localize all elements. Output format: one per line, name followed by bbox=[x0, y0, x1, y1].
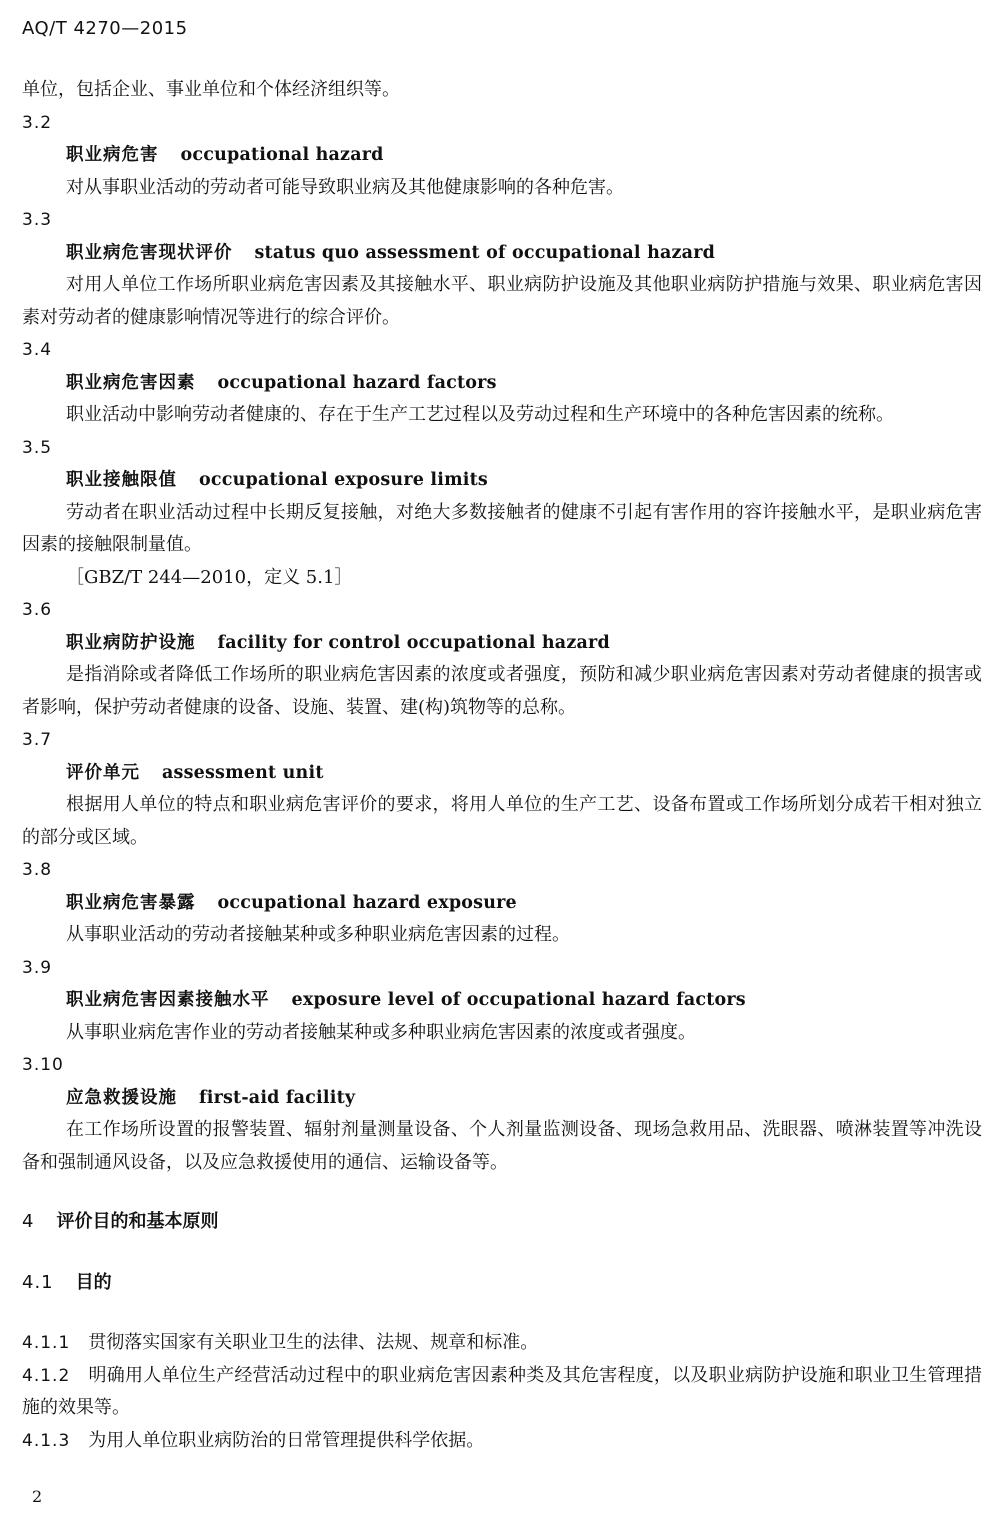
term-entry bbox=[22, 952, 982, 1050]
term-entry bbox=[22, 1049, 982, 1179]
section-title: 评价目的和基本原则 bbox=[56, 1211, 219, 1232]
term-entry bbox=[22, 432, 982, 595]
term-definition: 从事职业活动的劳动者接触某种或多种职业病危害因素的过程。 bbox=[66, 924, 570, 945]
term-heading bbox=[22, 139, 982, 172]
term-number: 3.3 bbox=[22, 210, 53, 230]
term-heading bbox=[22, 367, 982, 400]
page-content bbox=[22, 74, 982, 1457]
term-english: status quo assessment of occupational hazard bbox=[254, 242, 716, 263]
section-heading bbox=[22, 1206, 982, 1239]
term-number: 3.8 bbox=[22, 860, 53, 880]
spacer bbox=[22, 1299, 982, 1327]
clause-text: 为用人单位职业病防治的日常管理提供科学依据。 bbox=[88, 1429, 485, 1451]
term-number: 3.10 bbox=[22, 1055, 64, 1075]
spacer bbox=[22, 1239, 982, 1267]
term-english: assessment unit bbox=[162, 762, 324, 783]
term-english: occupational hazard factors bbox=[217, 372, 497, 393]
term-heading bbox=[22, 757, 982, 790]
term-definition: 是指消除或者降低工作场所的职业病危害因素的浓度或者强度，预防和减少职业病危害因素对劳动者健康的损害或者影响，保护劳动者健康的设备、设施、装置、建(构)筑物等的总称。 bbox=[22, 664, 982, 718]
term-number: 3.7 bbox=[22, 730, 53, 750]
term-entry bbox=[22, 107, 982, 205]
term-entry bbox=[22, 854, 982, 952]
term-definition: 劳动者在职业活动过程中长期反复接触，对绝大多数接触者的健康不引起有害作用的容许接触水平，是职业病危害因素的接触限制量值。 bbox=[22, 501, 982, 555]
term-heading bbox=[22, 1082, 982, 1115]
term-chinese: 职业病危害因素 bbox=[66, 372, 196, 393]
subsection-number: 4.1 bbox=[22, 1271, 54, 1293]
clause bbox=[22, 1425, 982, 1458]
continuation-text: 单位，包括企业、事业单位和个体经济组织等。 bbox=[22, 79, 400, 100]
subsection-heading bbox=[22, 1267, 982, 1300]
clause bbox=[22, 1327, 982, 1360]
term-number: 3.6 bbox=[22, 600, 53, 620]
term-entry bbox=[22, 594, 982, 724]
term-definition: 对用人单位工作场所职业病危害因素及其接触水平、职业病防护设施及其他职业病防护措施与效果、职业病危害因素对劳动者的健康影响情况等进行的综合评价。 bbox=[22, 274, 982, 328]
term-definition: 从事职业病危害作业的劳动者接触某种或多种职业病危害因素的浓度或者强度。 bbox=[66, 1021, 696, 1043]
term-chinese: 职业病危害因素接触水平 bbox=[66, 990, 270, 1010]
term-english: facility for control occupational hazard bbox=[217, 632, 610, 653]
term-chinese: 职业病危害 bbox=[66, 145, 159, 165]
term-number: 3.2 bbox=[22, 112, 53, 133]
term-heading bbox=[22, 237, 982, 270]
page-number: 2 bbox=[32, 1487, 43, 1506]
term-number: 3.5 bbox=[22, 437, 53, 458]
term-english: occupational hazard exposure bbox=[217, 892, 517, 913]
clause-number: 4.1.3 bbox=[22, 1430, 71, 1451]
clause bbox=[22, 1360, 982, 1425]
term-english: exposure level of occupational hazard factors bbox=[291, 990, 746, 1010]
clause-text: 贯彻落实国家有关职业卫生的法律、法规、规章和标准。 bbox=[88, 1332, 539, 1353]
term-number: 3.9 bbox=[22, 957, 53, 978]
term-chinese: 评价单元 bbox=[66, 762, 140, 783]
subsection-title: 目的 bbox=[75, 1271, 112, 1293]
standard-code-header: AQ/T 4270—2015 bbox=[22, 18, 188, 39]
term-english: first-aid facility bbox=[199, 1087, 356, 1108]
term-heading bbox=[22, 464, 982, 497]
term-definition: 在工作场所设置的报警装置、辐射剂量测量设备、个人剂量监测设备、现场急救用品、洗眼器、喷淋装置等冲洗设备和强制通风设备，以及应急救援使用的通信、运输设备等。 bbox=[22, 1119, 982, 1173]
term-heading bbox=[22, 627, 982, 660]
term-heading bbox=[22, 887, 982, 920]
term-definition: 职业活动中影响劳动者健康的、存在于生产工艺过程以及劳动过程和生产环境中的各种危害因素的统称。 bbox=[66, 404, 894, 425]
term-definition: 根据用人单位的特点和职业病危害评价的要求，将用人单位的生产工艺、设备布置或工作场所划分成若干相对独立的部分或区域。 bbox=[22, 794, 982, 848]
spacer bbox=[22, 1179, 982, 1206]
section-number: 4 bbox=[22, 1211, 35, 1232]
term-chinese: 职业病防护设施 bbox=[66, 632, 196, 653]
term-heading bbox=[22, 984, 982, 1017]
term-chinese: 应急救援设施 bbox=[66, 1087, 177, 1108]
term-chinese: 职业接触限值 bbox=[66, 470, 177, 490]
clause-number: 4.1.2 bbox=[22, 1365, 71, 1386]
term-definition: 对从事职业活动的劳动者可能导致职业病及其他健康影响的各种危害。 bbox=[66, 176, 624, 198]
term-chinese: 职业病危害现状评价 bbox=[66, 242, 233, 263]
term-number: 3.4 bbox=[22, 340, 53, 360]
term-entry bbox=[22, 724, 982, 854]
term-english: occupational exposure limits bbox=[199, 470, 488, 490]
clause-text: 明确用人单位生产经营活动过程中的职业病危害因素种类及其危害程度，以及职业病防护设施和职业卫生管理措施的效果等。 bbox=[22, 1364, 982, 1418]
clause-number: 4.1.1 bbox=[22, 1333, 71, 1353]
term-english: occupational hazard bbox=[180, 145, 384, 165]
term-entry bbox=[22, 334, 982, 432]
term-entry bbox=[22, 204, 982, 334]
term-chinese: 职业病危害暴露 bbox=[66, 892, 196, 913]
term-reference: ［GBZ/T 244—2010，定义 5.1］ bbox=[66, 566, 353, 588]
